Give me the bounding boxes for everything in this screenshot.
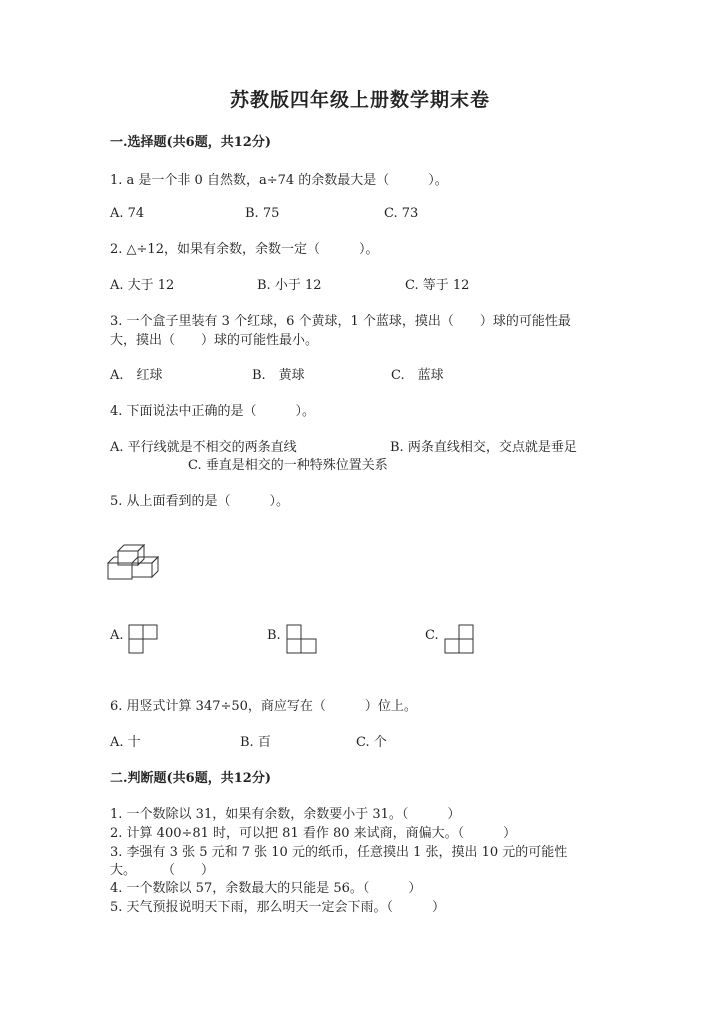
section-heading-judgement: 二.判断题(共6题，共12分) bbox=[110, 771, 271, 786]
question-5-stem: 5. 从上面看到的是（ ）。 bbox=[110, 494, 290, 509]
judgement-item-5: 5. 天气预报说明天下雨，那么明天一定会下雨。（ ） bbox=[110, 900, 446, 915]
option-b-view-figure bbox=[287, 625, 319, 655]
question-1-option-b: B. 75 bbox=[245, 206, 280, 221]
question-4-stem: 4. 下面说法中正确的是（ ）。 bbox=[110, 404, 316, 419]
question-1-option-c: C. 73 bbox=[384, 206, 419, 221]
page-title: 苏教版四年级上册数学期末卷 bbox=[229, 89, 490, 111]
judgement-item-3-line1: 3. 李强有 3 张 5 元和 7 张 10 元的纸币，任意摸出 1 张，摸出 10 元的可能性 bbox=[110, 845, 568, 860]
question-4-option-b: B. 两条直线相交，交点就是垂足 bbox=[390, 440, 577, 455]
question-2-option-a: A. 大于 12 bbox=[110, 278, 175, 293]
question-3-option-a: A. 红球 bbox=[110, 368, 163, 383]
cube-stack-figure bbox=[108, 541, 162, 583]
question-5-option-c: C. bbox=[425, 628, 439, 643]
judgement-item-3-line2: 大。 （ ） bbox=[110, 863, 215, 878]
question-5-option-a: A. bbox=[110, 628, 124, 643]
question-3-stem-line1: 3. 一个盒子里装有 3 个红球，6 个黄球，1 个蓝球，摸出（ ）球的可能性最 bbox=[110, 314, 571, 329]
question-6-option-b: B. 百 bbox=[240, 735, 271, 750]
question-6-option-c: C. 个 bbox=[356, 735, 387, 750]
question-3-option-c: C. 蓝球 bbox=[391, 368, 444, 383]
judgement-item-4: 4. 一个数除以 57，余数最大的只能是 56。（ ） bbox=[110, 881, 422, 896]
option-c-view-figure bbox=[445, 625, 477, 655]
question-1-stem: 1. a 是一个非 0 自然数，a÷74 的余数最大是（ ）。 bbox=[110, 173, 448, 188]
judgement-item-2: 2. 计算 400÷81 时，可以把 81 看作 80 来试商，商偏大。（ ） bbox=[110, 826, 517, 841]
question-4-option-c: C. 垂直是相交的一种特殊位置关系 bbox=[188, 458, 388, 473]
question-3-stem-line2: 大，摸出（ ）球的可能性最小。 bbox=[110, 333, 319, 348]
question-4-option-a: A. 平行线就是不相交的两条直线 bbox=[110, 440, 297, 455]
question-2-option-b: B. 小于 12 bbox=[257, 278, 322, 293]
question-3-option-b: B. 黄球 bbox=[252, 368, 305, 383]
question-5-option-b: B. bbox=[267, 628, 281, 643]
question-2-option-c: C. 等于 12 bbox=[405, 278, 470, 293]
question-2-stem: 2. △÷12，如果有余数，余数一定（ ）。 bbox=[110, 242, 379, 257]
question-6-stem: 6. 用竖式计算 347÷50，商应写在（ ）位上。 bbox=[110, 699, 417, 714]
option-a-view-figure bbox=[129, 625, 159, 655]
section-heading-choice: 一.选择题(共6题，共12分) bbox=[110, 135, 271, 150]
question-6-option-a: A. 十 bbox=[110, 735, 141, 750]
judgement-item-1: 1. 一个数除以 31，如果有余数，余数要小于 31。（ ） bbox=[110, 807, 461, 822]
question-1-option-a: A. 74 bbox=[110, 206, 145, 221]
